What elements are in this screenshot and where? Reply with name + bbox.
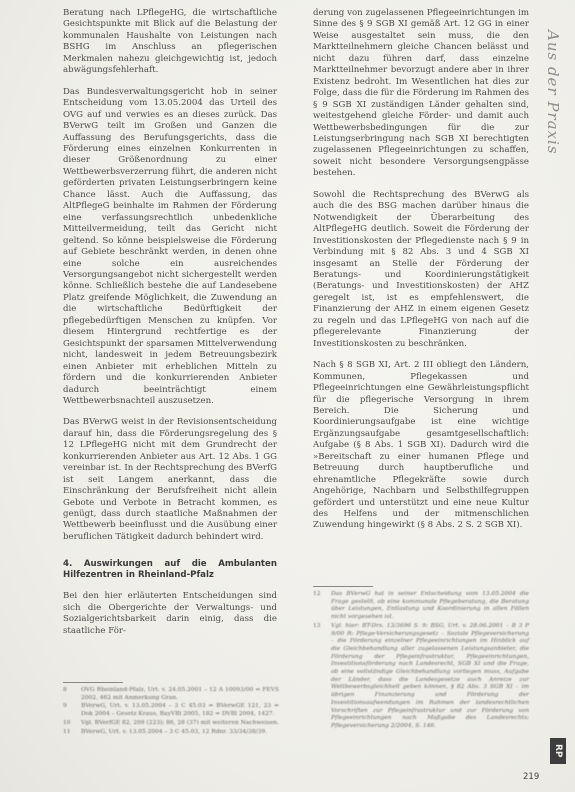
footnote-text: BVerwG, Urt. v. 13.05.2004 – 3 C 45.03, 12 Rdnr. 33/34/38/39. xyxy=(81,728,268,735)
footnote-text: OVG Rheinland-Pfalz, Urt. v. 24.05.2001 – 12 A 10093/00 = FEVS 2002, 462 mit Anmerkung Gran. xyxy=(81,687,279,701)
left-column xyxy=(63,8,277,647)
footnote xyxy=(313,591,529,622)
footnote xyxy=(63,720,279,728)
footnote-divider xyxy=(63,682,123,683)
footnote-text: Vgl. hier: BT-Drs. 13/3696 S. 9; BSG, Urt. v. 28.06.2001 – B 3 P 9/00 R; Pflege-Versicherungsgesetz – Soziale Pflegeversicherung – die Förderung einzelner Pflegeeinrichtungen im Hinblick auf die Gleichbehandlung aller zugelassenen Leistungsanbieter, die Förderung der Pflegeinfrastruktur, Pflegeeinrichtungen, Investitionsförderung nach Landesrecht, SGB XI und die Frage, ob eine vollständige Gleichbehandlung vorliegen muss, Aufgabe der Länder, dass die Landesgesetze auch Anreize zur Wettbewerbsgleichheit geben können, § 82 Abs. 3 SGB XI – im übrigen Finanzierung und Förderung der Investitionsaufwendungen im Rahmen der landesrechtlichen Vorschriften zur Pflegeinfrastruktur und zur Förderung von Pflegeeinrichtungen nach Maßgabe des Landesrechts; Pflegeversicherung 2/2004, S. 146. xyxy=(331,622,529,729)
body-paragraph: Das BVerwG weist in der Revisionsentscheidung darauf hin, dass die Förderungsregelung des § 12 LPflegeHG nicht mit dem Grundrecht der konkurrierenden Anbieter aus Art. 12 Abs. 1 GG vereinbar ist. In der Rechtsprechung des BVerfG ist seit Langem anerkannt, dass die Einschränkung der Berufsfreiheit nicht allein Gebote und Verbote in Betracht kommen, es genügt, dass durch staatliche Maßnahmen der Wettbewerb beeinflusst und die Ausübung einer beruflichen Tätigkeit dadurch behindert wird. xyxy=(63,417,277,542)
footnote xyxy=(63,687,279,702)
body-paragraph: Bei den hier erläuterten Entscheidungen sind sich die Obergerichte der Verwaltungs- und Sozialgerichtsbarkeit darin einig, dass die staatliche För- xyxy=(63,591,277,636)
body-paragraph: Das Bundesverwaltungsgericht hob in seiner Entscheidung vom 13.05.2004 das Urteil des OVG auf und verwies es an dieses zurück. Das BVerwG teilt im Großen und Ganzen die Auffassung des Berufungsgerichts, dass die Förderung eines einzelnen Konkurrenten in dieser Größenordnung zu einer Wettbewerbsverzerrung führt, die anderen nicht geförderten privaten Leistungserbringern keine Chance lässt. Auch die Auffassung, das AltPflegeG beinhalte im Rahmen der Förderung eine verfassungsrechtlich unbedenkliche Mitteilvermeidung, teilt das Gericht nicht geltend. So könne beispielsweise die Förderung auf Gebiete beschränkt werden, in denen ohne eine solche ein ausreichendes Versorgungsangebot nicht sichergestellt werden könne. Schließlich bestehe die auf Landesebene Platz greifende Möglichkeit, die Zuwendung an die wirtschaftliche Bedürftigkeit der pflegebedürftigen Menschen zu knüpfen. Vor diesem Hintergrund rechtfertige es der Gesichtspunkt der sparsamen Mittelverwendung nicht, landesweit in jedem Betreuungsbezirk einen Anbieter mit erheblichen Mitteln zu fördern und die konkurrierenden Anbieter dadurch beeinträchtigt einem Wettbewerbsnachteil auszusetzen. xyxy=(63,86,277,406)
footnote-number: 8 xyxy=(63,687,67,693)
footnote-text: Vgl. BVerfGE 82, 209 (223); 86, 28 (37) mit weiteren Nachweisen. xyxy=(81,719,279,726)
footnote-text: Das BVerwG hat in seiner Entscheidung vom 13.05.2004 die Frage gestellt, ob eine kommunale Pflegeberatung, die Beratung über Leistungen, Entlastung und Koordinierung in allen Fällen nicht vorgesehen ist. xyxy=(331,591,529,621)
section-heading: 4. Auswirkungen auf die Ambulanten Hilfezentren in Rheinland-Pfalz xyxy=(63,559,277,581)
body-paragraph: Sowohl die Rechtsprechung des BVerwG als auch die des BSG machen darüber hinaus die Notwendigkeit der Überarbeitung des AltPflegeHG deutlich. Soweit die Förderung der Investitionskosten der Pflegedienste nach § 9 in Verbindung mit § 82 Abs. 3 und 4 SGB XI insgesamt an Stelle der Förderung der Beratungs- und Koordinierungstätigkeit (Beratungs- und Investitionskosten) der AHZ geregelt ist, ist es empfehlenswert, die Finanzierung der AHZ in einem eigenen Gesetz zu regeln und das LPflegeHG von nach auf die pflegerelevante Finanzierung der Investitionskosten zu beschränken. xyxy=(313,189,529,349)
footnote-number: 10 xyxy=(63,719,71,726)
footnote-number: 9 xyxy=(63,703,67,710)
footnote-number: 13 xyxy=(313,622,321,629)
footnote xyxy=(63,729,279,737)
side-section-title: Aus der Praxis xyxy=(544,30,562,155)
footnote-text: BVerwG, Urt. v. 13.05.2004 – 3 C 45.03 = BVerwGE 121, 23 = Dok 2004 – Gesetz Kraus, BayVBl 2005, 182 = DVBl 2004, 1427. xyxy=(81,703,279,718)
footnote xyxy=(313,623,529,731)
body-paragraph: derung von zugelassenen Pflegeeinrichtungen im Sinne des § 9 SGB XI gemäß Art. 12 GG in einer Weise ausgestaltet sein muss, die den Marktteilnehmern gleiche Chancen belässt und nicht dazu führen darf, dass einzelne Marktteilnehmer bevorzugt andere aber in ihrer Existenz bedroht. Im Wesentlichen hat dies zur Folge, dass die für die Förderung im Rahmen des § 9 SGB XI zuständigen Länder gehalten sind, weitestgehend gleiche Förder- und damit auch Wettbewerbsbedingungen für die zur Leistungserbringung nach SGB XI berechtigten zugelassenen Pflegeeinrichtungen zu schaffen, soweit nicht besondere Versorgungsengpässe bestehen. xyxy=(313,8,529,179)
body-paragraph: Beratung nach LPflegeHG, die wirtschaftliche Gesichtspunkte mit Blick auf die Belastung der kommunalen Haushalte von Leistungen nach BSHG im Anschluss an pflegerischen Merkmalen nahezu gleichgewichtig ist, jedoch abwägungsfehlerhaft. xyxy=(63,8,277,76)
footnote-divider xyxy=(313,586,373,587)
thumb-index-tab: RP xyxy=(550,738,566,764)
footnote xyxy=(63,703,279,718)
footnote-number: 11 xyxy=(63,728,71,735)
footnotes-right xyxy=(313,591,529,732)
page-number: 219 xyxy=(523,772,540,782)
body-paragraph: Nach § 8 SGB XI, Art. 2 III obliegt den Ländern, Kommunen, Pflegekassen und Pflegeeinrichtungen eine Gewährleistungspflicht für die pflegerische Versorgung in ihrem Bereich. Die Sicherung und Koordinierungsaufgabe ist eine wichtige Ergänzungsaufgabe gesamtgesellschaftlich: Aufgabe (§ 8 Abs. 1 SGB XI). Dadurch wird die »Bereitschaft zu einer humanen Pflege und Betreuung durch hauptberufliche und ehrenamtliche Pflegekräfte sowie durch Angehörige, Nachbarn und Selbsthilfegruppen gefördert und unterstützt und eine neue Kultur des Helfens und der mitmenschlichen Zuwendung hingewirkt (§ 8 Abs. 2 S. 2 SGB XI). xyxy=(313,360,529,531)
footnote-number: 12 xyxy=(313,591,321,597)
footnotes-left xyxy=(63,687,279,737)
right-column xyxy=(313,8,529,542)
